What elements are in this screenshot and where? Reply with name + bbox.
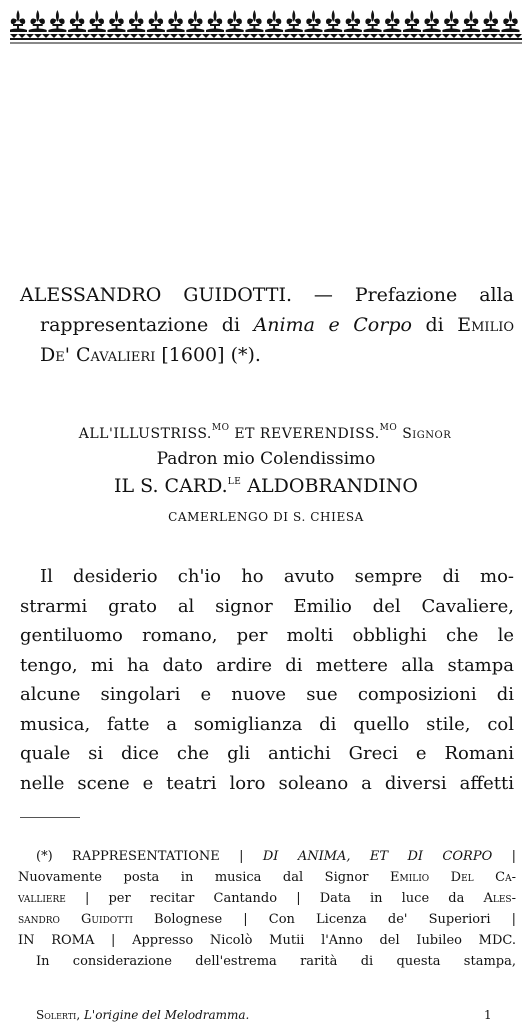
fleuron-icon: [482, 10, 500, 32]
serration-tooth: [234, 34, 242, 38]
serration-tooth: [58, 34, 66, 38]
serration-tooth: [362, 34, 370, 38]
serration-tooth: [490, 34, 498, 38]
serration-tooth: [306, 34, 314, 38]
serration-tooth: [370, 34, 378, 38]
fleuron-icon: [147, 10, 165, 32]
body-line: quale si dice che gli antichi Greci e Romani: [20, 743, 514, 764]
serration-tooth: [98, 34, 106, 38]
serration-tooth: [274, 34, 282, 38]
fleuron-icon: [364, 10, 382, 32]
serration-tooth: [322, 34, 330, 38]
body-line: nelle scene e teatri loro soleano a diversi affetti: [20, 772, 514, 794]
serration-tooth: [338, 34, 346, 38]
fleuron-icon: [226, 10, 244, 32]
serration-tooth: [506, 34, 514, 38]
fleuron-icon: [127, 10, 145, 32]
body-line: Il desiderio ch'io ho avuto sempre di mo-: [40, 566, 514, 587]
serration-tooth: [122, 34, 130, 38]
serration-tooth: [50, 34, 58, 38]
fleuron-icon: [324, 10, 342, 32]
serration-tooth: [162, 34, 170, 38]
body-line: gentiluomo romano, per molti obblighi che le: [20, 625, 514, 646]
serration-tooth: [170, 34, 178, 38]
serration-tooth: [346, 34, 354, 38]
serration-tooth: [386, 34, 394, 38]
footnote-line: sandro Guidotti Bolognese | Con Licenza de' Superiori |: [18, 912, 517, 927]
serration-tooth: [394, 34, 402, 38]
serration-tooth: [202, 34, 210, 38]
fleuron-icon: [186, 10, 204, 32]
serration-tooth: [242, 34, 250, 38]
serration-tooth: [66, 34, 74, 38]
fleuron-icon: [462, 10, 480, 32]
serration-tooth: [210, 34, 218, 38]
fleuron-icon: [344, 10, 362, 32]
footnote-line: IN ROMA | Appresso Nicolò Mutii l'Anno del Iubileo MDC.: [18, 933, 516, 948]
heading-line-1: ALESSANDRO GUIDOTTI. — Prefazione alla: [20, 284, 514, 306]
serration-tooth: [402, 34, 410, 38]
serration-tooth: [418, 34, 426, 38]
fleuron-icon: [29, 10, 47, 32]
body-line: alcune singolari e nuove sue composizioni di: [20, 684, 514, 705]
fleuron-icon: [206, 10, 224, 32]
serration-tooth: [138, 34, 146, 38]
serration-tooth: [266, 34, 274, 38]
serration-tooth: [26, 34, 34, 38]
fleuron-icon: [383, 10, 401, 32]
serration-tooth: [218, 34, 226, 38]
fleuron-icon: [403, 10, 421, 32]
serration-tooth: [298, 34, 306, 38]
serration-tooth: [186, 34, 194, 38]
serration-tooth: [18, 34, 26, 38]
footnote-rule: [20, 817, 80, 818]
footer-title: L'origine del Melodramma.: [83, 1008, 250, 1022]
footnote-line: In considerazione dell'estrema rarità di questa stampa,: [36, 954, 516, 969]
fleuron-icon: [108, 10, 126, 32]
serration-tooth: [434, 34, 442, 38]
heading-line-3: De' Cavalieri [1600] (*).: [40, 344, 261, 366]
serration-tooth: [426, 34, 434, 38]
serration-tooth: [178, 34, 186, 38]
footnote-line: Nuovamente posta in musica dal Signor Emilio Del Ca-: [18, 870, 516, 885]
serration-tooth: [194, 34, 202, 38]
serration-tooth: [442, 34, 450, 38]
serration-tooth: [474, 34, 482, 38]
body-line: musica, fatte a somiglianza di quello stile, col: [20, 713, 514, 735]
dedication-line-3: IL S. CARD.$^{LE}$ ALDOBRANDINO: [113, 475, 419, 497]
fleuron-icon: [10, 10, 27, 32]
serration-tooth: [106, 34, 114, 38]
serration-tooth: [458, 34, 466, 38]
body-paragraph: [20, 562, 514, 798]
serration-tooth: [290, 34, 298, 38]
footer-author: Solerti: [36, 1008, 77, 1022]
footnote-line: (*) RAPPRESENTATIONE | DI ANIMA, ET DI CORPO |: [36, 849, 517, 864]
serration-tooth: [226, 34, 234, 38]
fleuron-icon: [68, 10, 86, 32]
fleuron-icon: [48, 10, 66, 32]
serration-tooth: [130, 34, 138, 38]
fleuron-icon: [423, 10, 441, 32]
dedication-line-2: Padron mio Colendissimo: [156, 449, 376, 469]
serration-tooth: [314, 34, 322, 38]
page-number: 1: [484, 1008, 492, 1022]
fleuron-icon: [265, 10, 283, 32]
serration-tooth: [282, 34, 290, 38]
serration-tooth: [482, 34, 490, 38]
serration-tooth: [378, 34, 386, 38]
serration-tooth: [354, 34, 362, 38]
fleuron-icon: [88, 10, 106, 32]
fleuron-icon: [502, 10, 520, 32]
fleuron-icon: [245, 10, 263, 32]
serration-tooth: [466, 34, 474, 38]
serration-tooth: [410, 34, 418, 38]
serration-tooth: [514, 34, 522, 38]
footnote-line: valliere | per recitar Cantando | Data in luce da Ales-: [18, 891, 516, 906]
serration-tooth: [90, 34, 98, 38]
serration-tooth: [250, 34, 258, 38]
fleuron-icon: [285, 10, 303, 32]
body-line: tengo, mi ha dato ardire di mettere alla stampa: [20, 654, 514, 676]
fleuron-icon: [442, 10, 460, 32]
serration-tooth: [154, 34, 162, 38]
running-footer: Solerti, L'origine del Melodramma.: [36, 1008, 250, 1022]
serration-tooth: [450, 34, 458, 38]
serration-tooth: [114, 34, 122, 38]
serration-tooth: [34, 34, 42, 38]
serration-tooth: [74, 34, 82, 38]
serration-tooth: [146, 34, 154, 38]
body-line: strarmi grato al signor Emilio del Cavaliere,: [20, 595, 514, 617]
fleuron-border-ornament: [10, 8, 522, 44]
dedication-line-1: ALL'ILLUSTRISS.$^{MO}$ ET REVERENDISS.$^{MO}$ Signor: [78, 423, 452, 442]
footnote: [18, 846, 516, 972]
serration-tooth: [258, 34, 266, 38]
fleuron-icon: [305, 10, 323, 32]
serration-tooth: [42, 34, 50, 38]
serration-tooth: [82, 34, 90, 38]
dedication-line-4: CAMERLENGO DI S. CHIESA: [168, 510, 364, 524]
heading-line-2: rappresentazione di Anima e Corpo di Emilio: [40, 314, 514, 336]
fleuron-icon: [167, 10, 185, 32]
serration-tooth: [498, 34, 506, 38]
serration-tooth: [10, 34, 18, 38]
serration-tooth: [330, 34, 338, 38]
